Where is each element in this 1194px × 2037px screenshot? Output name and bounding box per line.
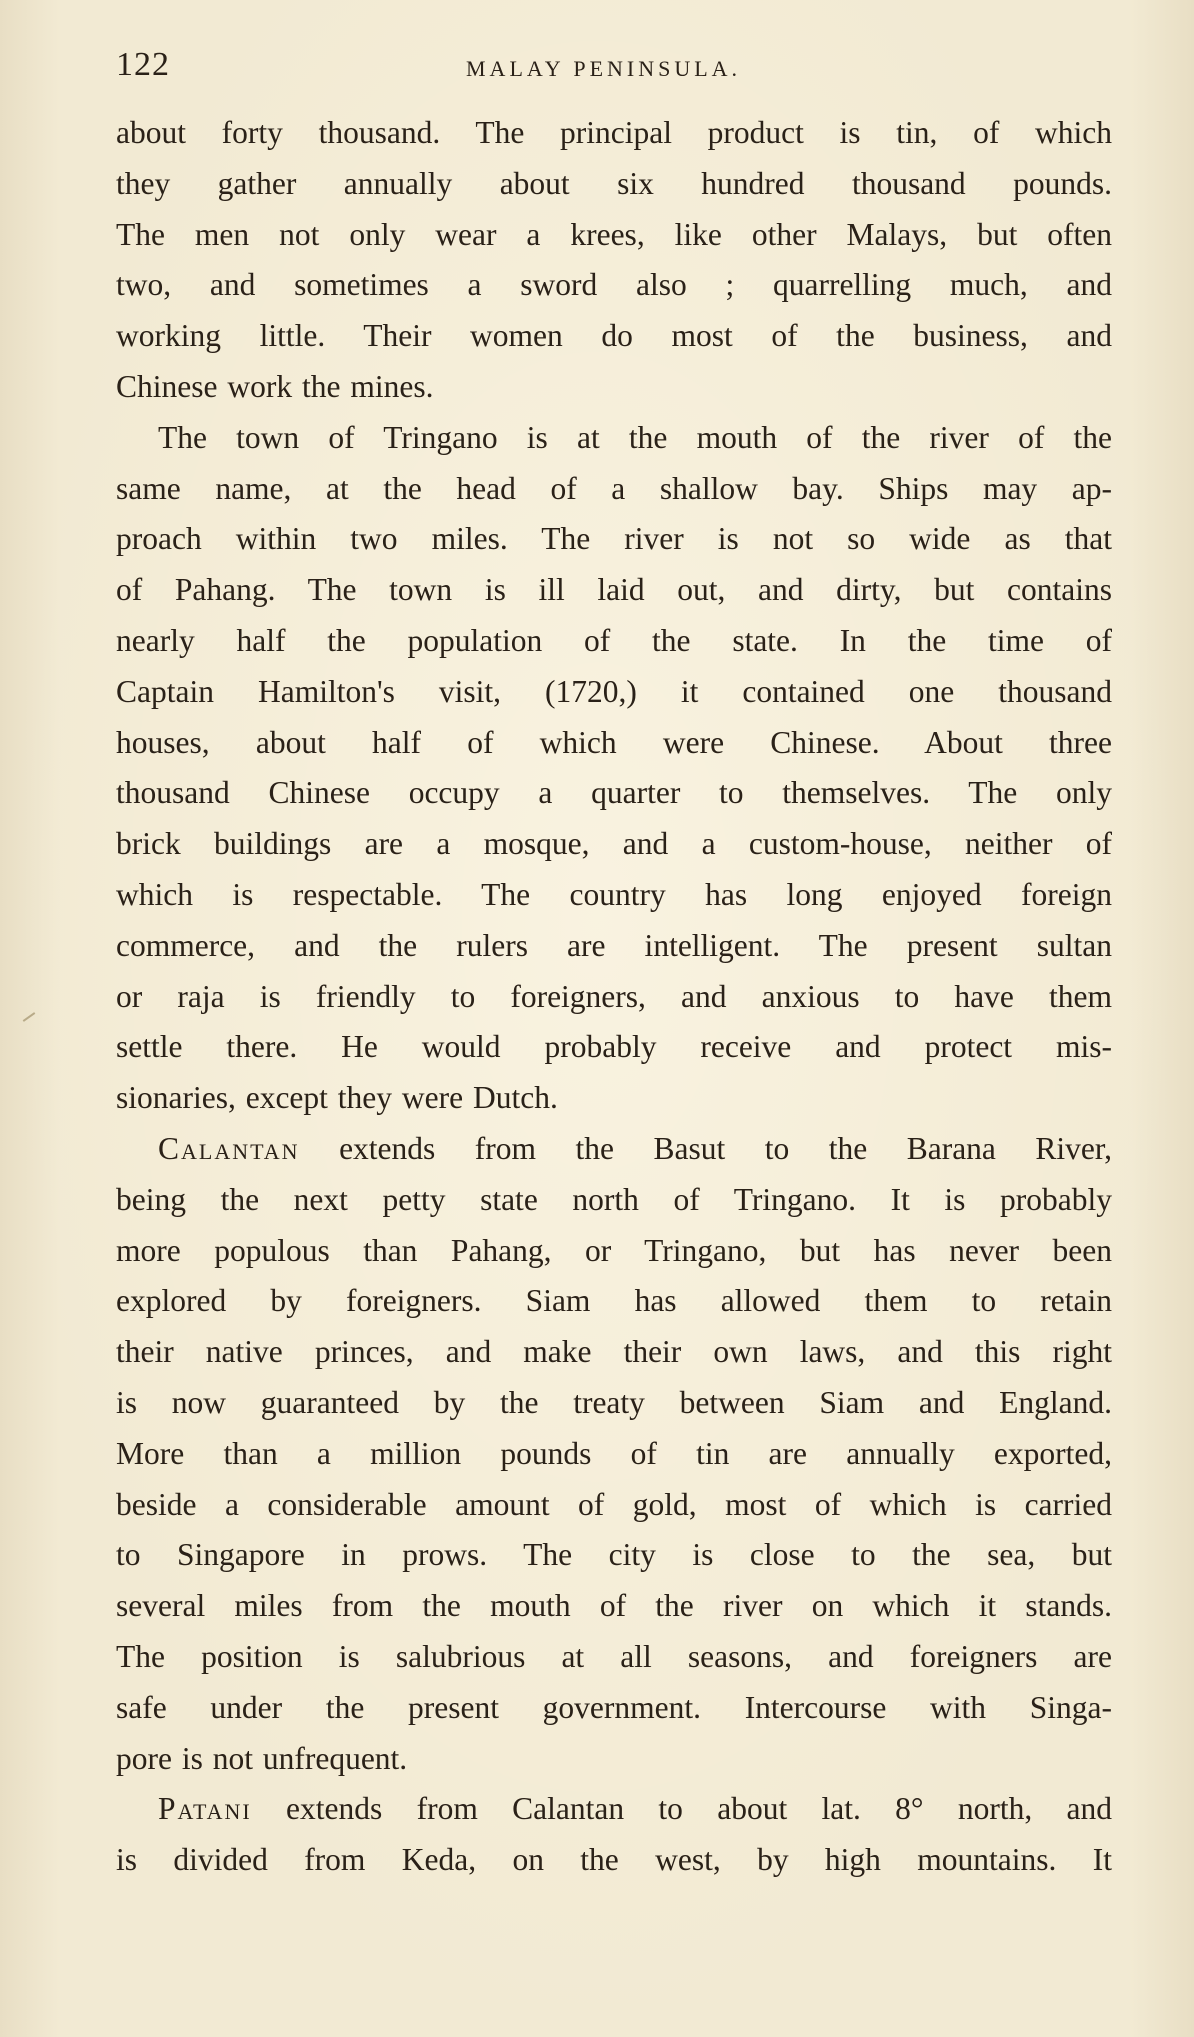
text-line: or raja is friendly to foreigners, and anxious to have them xyxy=(116,978,1112,1014)
text-line: several miles from the mouth of the river on which it stands. xyxy=(116,1588,1112,1624)
text-line: explored by foreigners. Siam has allowed them to retain xyxy=(116,1283,1112,1319)
text-line: Chinese work the mines. xyxy=(116,368,434,404)
running-title: MALAY PENINSULA. xyxy=(466,56,742,81)
paragraph-patani xyxy=(116,1784,1112,1886)
paragraph-calantan xyxy=(116,1124,1112,1784)
text-line xyxy=(116,1124,1112,1175)
text-line: same name, at the head of a shallow bay. Ships may ap- xyxy=(116,470,1112,506)
text-line: their native princes, and make their own laws, and this right xyxy=(116,1334,1112,1370)
text-line: brick buildings are a mosque, and a custom-house, neither of xyxy=(116,826,1112,862)
text-fragment: extends from the Basut to the Barana River, xyxy=(299,1130,1112,1166)
text-line: is now guaranteed by the treaty between Siam and England. xyxy=(116,1384,1112,1420)
running-head xyxy=(116,46,1116,90)
text-line: The men not only wear a krees, like other Malays, but often xyxy=(116,216,1112,252)
section-lead-patani: Patani xyxy=(158,1791,252,1827)
text-line: being the next petty state north of Tringano. It is probably xyxy=(116,1181,1112,1217)
text-line: settle there. He would probably receive and protect mis- xyxy=(116,1029,1112,1065)
paragraph-tringano xyxy=(116,413,1112,1124)
text-line: The town of Tringano is at the mouth of the river of the xyxy=(158,419,1112,455)
text-line: thousand Chinese occupy a quarter to themselves. The only xyxy=(116,775,1112,811)
text-line: more populous than Pahang, or Tringano, but has never been xyxy=(116,1232,1112,1268)
page-number: 122 xyxy=(116,46,170,83)
text-line: working little. Their women do most of the business, and xyxy=(116,318,1112,354)
body-text xyxy=(116,108,1112,1886)
section-lead-calantan: Calantan xyxy=(158,1130,300,1166)
text-line: The position is salubrious at all seasons, and foreigners are xyxy=(116,1638,1112,1674)
text-line: commerce, and the rulers are intelligent. The present sultan xyxy=(116,927,1112,963)
text-line: sionaries, except they were Dutch. xyxy=(116,1080,558,1116)
text-line: Captain Hamilton's visit, (1720,) it contained one thousand xyxy=(116,673,1112,709)
text-line: of Pahang. The town is ill laid out, and dirty, but contains xyxy=(116,572,1112,608)
text-line: two, and sometimes a sword also ; quarrelling much, and xyxy=(116,267,1112,303)
text-fragment: extends from Calantan to about lat. 8° north, and xyxy=(251,1791,1112,1827)
paragraph-continuation xyxy=(116,108,1112,413)
text-line: which is respectable. The country has long enjoyed foreign xyxy=(116,876,1112,912)
text-line: to Singapore in prows. The city is close to the sea, but xyxy=(116,1537,1112,1573)
text-line: safe under the present government. Intercourse with Singa- xyxy=(116,1689,1112,1725)
text-line: houses, about half of which were Chinese. About three xyxy=(116,724,1112,760)
text-line: More than a million pounds of tin are annually exported, xyxy=(116,1435,1112,1471)
text-line: they gather annually about six hundred thousand pounds. xyxy=(116,165,1112,201)
margin-mark xyxy=(23,1012,36,1022)
text-line xyxy=(116,1784,1112,1835)
text-line: proach within two miles. The river is not so wide as that xyxy=(116,521,1112,557)
text-line: nearly half the population of the state. In the time of xyxy=(116,622,1112,658)
text-line: beside a considerable amount of gold, most of which is carried xyxy=(116,1486,1112,1522)
text-line: about forty thousand. The principal product is tin, of which xyxy=(116,115,1112,150)
text-line: pore is not unfrequent. xyxy=(116,1740,408,1776)
text-line: is divided from Keda, on the west, by high mountains. It xyxy=(116,1842,1112,1878)
